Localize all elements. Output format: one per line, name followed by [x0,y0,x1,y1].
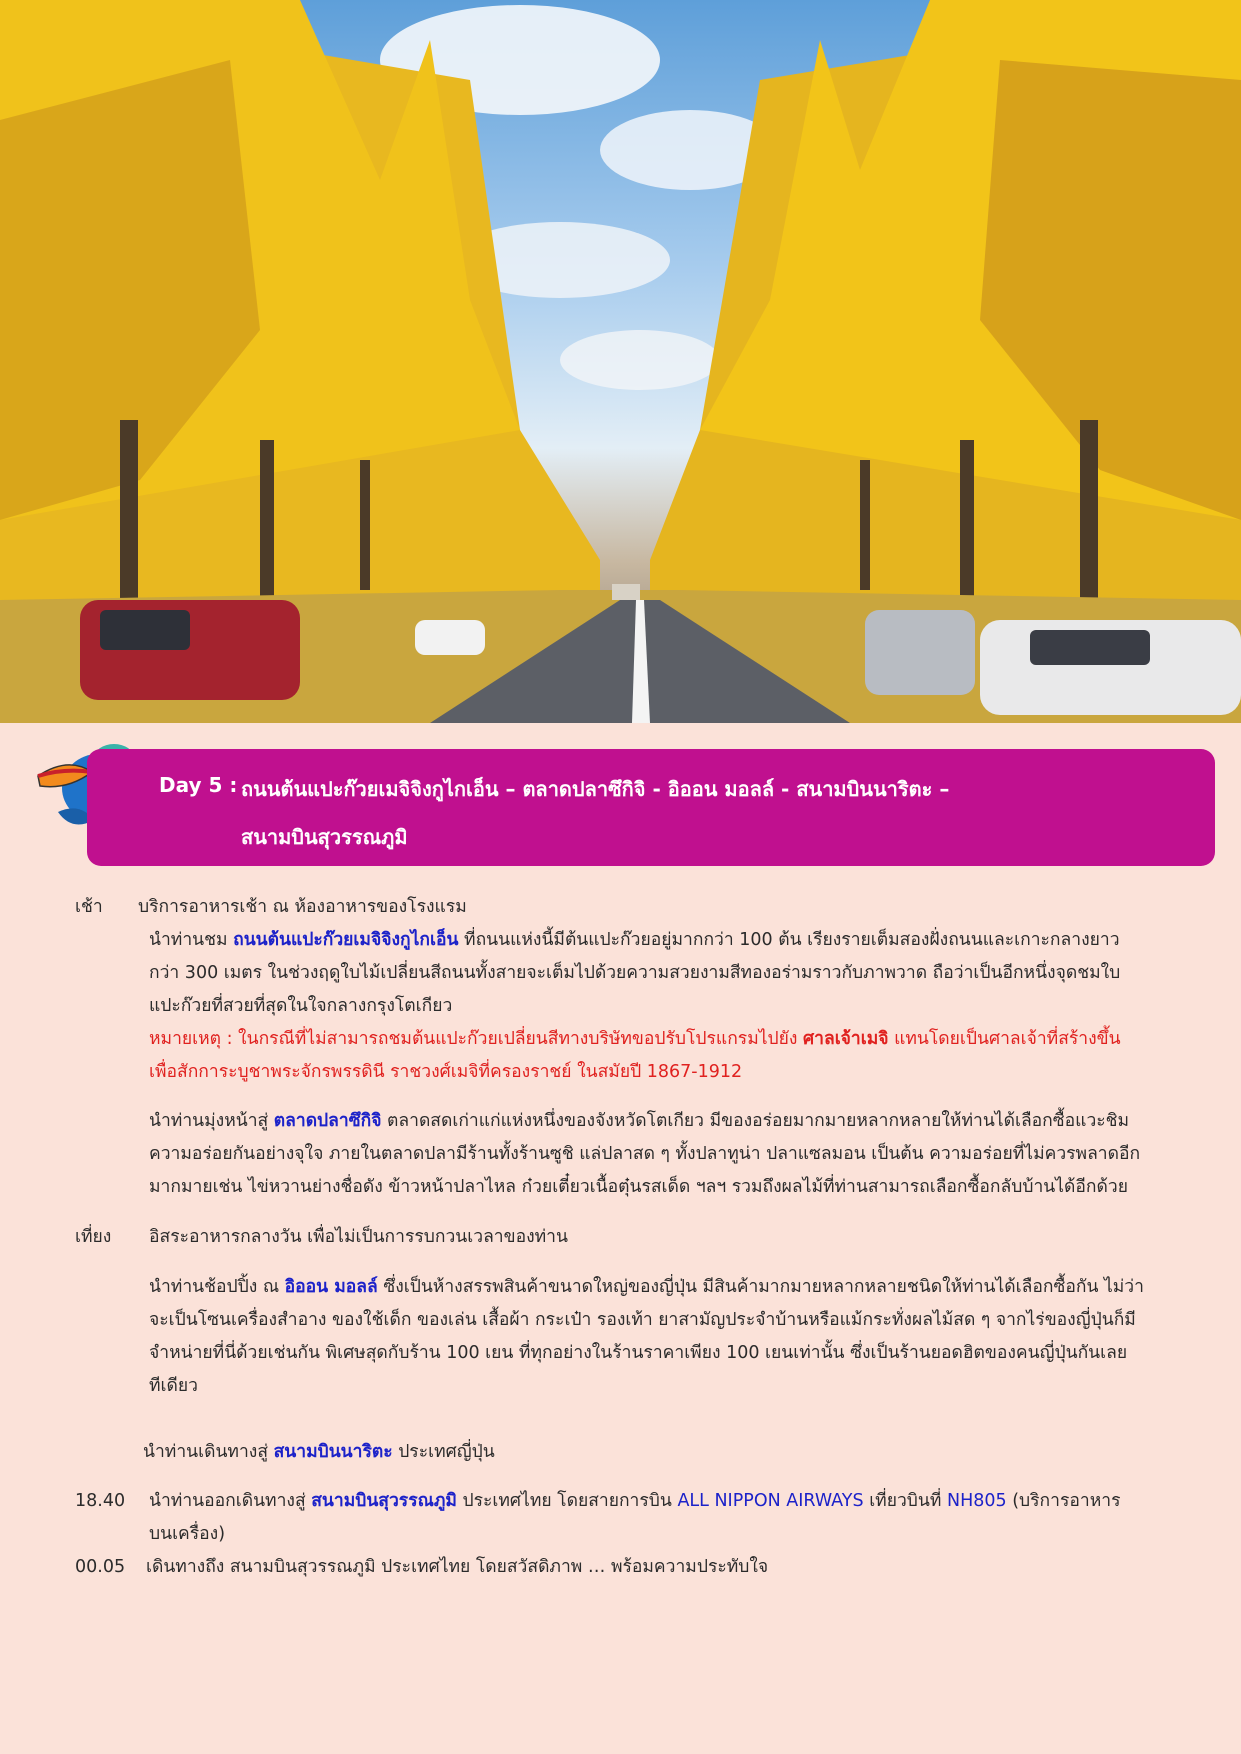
hero-photo-ginkgo-avenue [0,0,1241,723]
aeon-line4: ทีเดียว [149,1376,198,1396]
suvarnabhumi-airport-name: สนามบินสุวรรณภูมิ [311,1491,457,1511]
market-line1-rest: ตลาดสดเก่าแก่แห่งหนึ่งของจังหวัดโตเกียว มีของอร่อยมากมายหลากหลายให้ท่านได้เลือกซื้อแวะชิม [387,1111,1130,1131]
time-noon: เที่ยง [75,1227,112,1247]
breakfast-text: บริการอาหารเช้า ณ ห้องอาหารของโรงแรม [138,897,467,917]
ginkgo-avenue-name: ถนนต้นแปะก๊วยเมจิจิงกูไกเอ็น [233,930,459,950]
day-title-line2: สนามบินสุวรรณภูมิ [241,825,408,849]
flight-post: (บริการอาหาร [1012,1491,1121,1511]
market-line2: ความอร่อยกันอย่างจุใจ ภายในตลาดปลามีร้านทั้งร้านซูชิ แล่ปลาสด ๆ ทั้งปลาทูน่า ปลาแซลมอน เป็นต้น ความอร่อยที่ไม่ควรพลาดอีก [149,1144,1141,1164]
time-arrival: 00.05 [75,1557,126,1577]
day-banner [87,749,1215,866]
aeon-mall-name: อิออน มอลล์ [284,1277,378,1297]
airline-name: ALL NIPPON AIRWAYS [677,1491,864,1511]
market-line3: มากมายเช่น ไข่หวานย่างชื่อดัง ข้าวหน้าปลาไหล ก๋วยเตี๋ยวเนื้อตุ๋นรสเด็ด ฯลฯ รวมถึงผลไม้ที่ท่านสามารถเลือกซื้อกลับบ้านได้อีกด้วย [149,1177,1128,1197]
flight-pre: นำท่านออกเดินทางสู่ [149,1491,306,1511]
flight-line1 [149,1485,1120,1518]
ginkgo-avenue-illustration [0,0,1241,723]
aeon-line1 [149,1271,1144,1304]
aeon-line3: จำหน่ายที่นี่ด้วยเช่นกัน พิเศษสุดกับร้าน 100 เยน ที่ทุกอย่างในร้านราคาเพียง 100 เยนเท่านั้น ซึ่งเป็นร้านยอดฮิตของคนญี่ปุ่นกันเลย [149,1343,1128,1363]
note-line1 [149,1023,1121,1056]
flight-mid: ประเทศไทย โดยสายการบิน [462,1491,672,1511]
arrival-text: เดินทางถึง สนามบินสุวรรณภูมิ ประเทศไทย โดยสวัสดิภาพ … พร้อมความประทับใจ [146,1557,769,1577]
note-line2: เพื่อสักการะบูชาพระจักรพรรดินี ราชวงศ์เมจิที่ครองราชย์ ในสมัยปี 1867-1912 [149,1062,743,1082]
note-pre: หมายเหตุ : ในกรณีที่ไม่สามารถชมต้นแปะก๊วยเปลี่ยนสีทางบริษัทขอปรับโปรแกรมไปยัง [149,1029,798,1049]
narita-pre: นำท่านเดินทางสู่ [143,1442,269,1462]
ginkgo-pre: นำท่านชม [149,930,228,950]
note-post: แทนโดยเป็นศาลเจ้าที่สร้างขึ้น [894,1029,1121,1049]
time-departure: 18.40 [75,1491,126,1511]
narita-line [143,1436,495,1469]
tsukiji-market-name: ตลาดปลาซึกิจิ [273,1111,382,1131]
flight-mid2: เที่ยวบินที่ [869,1491,942,1511]
narita-airport-name: สนามบินนาริตะ [273,1442,393,1462]
market-line1 [149,1105,1129,1138]
flight-number: NH805 [946,1491,1007,1511]
aeon-line1-rest: ซึ่งเป็นห้างสรรพสินค้าขนาดใหญ่ของญี่ปุ่น มีสินค้ามากมายหลากหลายชนิดให้ท่านได้เลือกซื้อกัน ไม่ว่า [383,1277,1144,1297]
meiji-shrine-name: ศาลเจ้าเมจิ [803,1029,889,1049]
market-pre: นำท่านมุ่งหน้าสู่ [149,1111,269,1131]
ginkgo-line1-rest: ที่ถนนแห่งนี้มีต้นแปะก๊วยอยู่มากกว่า 100 ต้น เรียงรายเต็มสองฝั่งถนนและเกาะกลางยาว [464,930,1120,950]
time-morning: เช้า [75,897,103,917]
day-label: Day 5 : [159,773,238,797]
ginkgo-line3: แปะก๊วยที่สวยที่สุดในใจกลางกรุงโตเกียว [149,996,453,1016]
aeon-pre: นำท่านช้อปปิ้ง ณ [149,1277,280,1297]
ginkgo-line2: กว่า 300 เมตร ในช่วงฤดูใบไม้เปลี่ยนสีถนนทั้งสายจะเต็มไปด้วยความสวยงามสีทองอร่ามราวกับภาพวาด ถือว่าเป็นอีกหนึ่งจุดชมใบ [149,963,1121,983]
lunch-text: อิสระอาหารกลางวัน เพื่อไม่เป็นการรบกวนเวลาของท่าน [149,1227,568,1247]
aeon-line2: จะเป็นโซนเครื่องสำอาง ของใช้เด็ก ของเล่น เสื้อผ้า กระเป๋า รองเท้า ยาสามัญประจำบ้านหรือแม้กระทั่งผลไม้สด ๆ จากไร่ของญี่ปุ่นก็มี [149,1310,1136,1330]
narita-post: ประเทศญี่ปุ่น [398,1442,495,1462]
ginkgo-line1 [149,924,1120,957]
day-title-line1: ถนนต้นแปะก๊วยเมจิจิงกูไกเอ็น – ตลาดปลาซึกิจิ - อิออน มอลล์ - สนามบินนาริตะ – [241,777,950,801]
flight-line2: บนเครื่อง) [149,1524,226,1544]
